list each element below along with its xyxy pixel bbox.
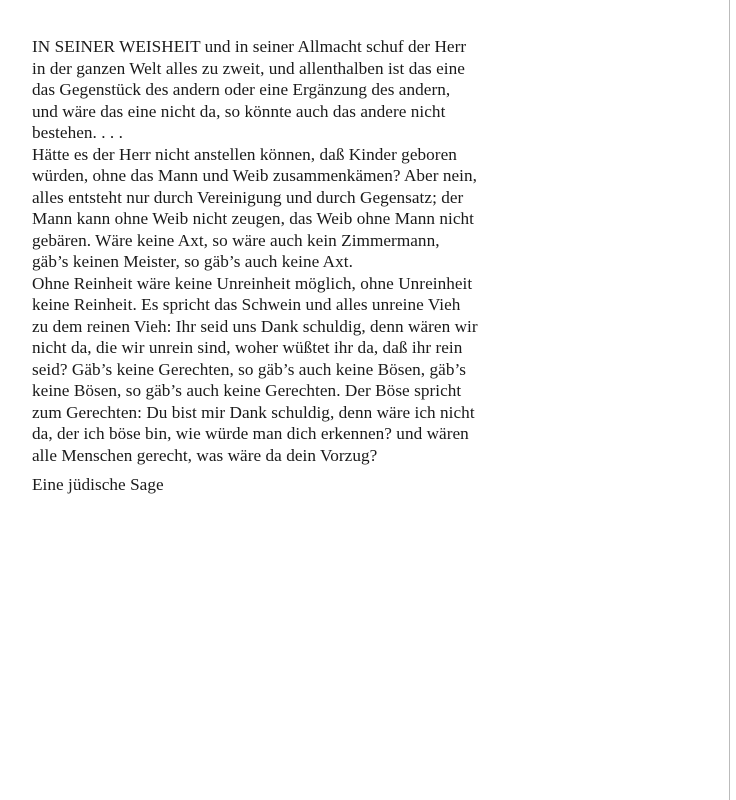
text-line: keine Reinheit. Es spricht das Schwein und alles unreine Vieh [32, 295, 461, 314]
text-line: gäb’s keinen Meister, so gäb’s auch keine Axt. [32, 252, 353, 271]
text-line: IN SEINER WEISHEIT und in seiner Allmacht schuf der Herr [32, 37, 467, 56]
text-line: da, der ich böse bin, wie würde man dich erkennen? und wären [32, 424, 469, 443]
text-line: nicht da, die wir unrein sind, woher wüßtet ihr da, daß ihr rein [32, 338, 463, 357]
text-line: und wäre das eine nicht da, so könnte auch das andere nicht [32, 101, 446, 121]
text-block [32, 36, 712, 496]
text-line: seid? Gäb’s keine Gerechten, so gäb’s auch keine Bösen, gäb’s [32, 359, 467, 379]
source-attribution: Eine jüdische Sage [32, 475, 164, 494]
scan-edge [729, 0, 730, 800]
text-line: würden, ohne das Mann und Weib zusammenkämen? Aber nein, [32, 166, 477, 185]
text-line: in der ganzen Welt alles zu zweit, und allenthalben ist das eine [32, 58, 465, 78]
text-line: das Gegenstück des andern oder eine Ergänzung des andern, [32, 80, 451, 99]
text-line: alles entsteht nur durch Vereinigung und durch Gegensatz; der [32, 187, 464, 207]
text-line: zum Gerechten: Du bist mir Dank schuldig, denn wäre ich nicht [32, 402, 475, 422]
text-line: keine Bösen, so gäb’s auch keine Gerechten. Der Böse spricht [32, 381, 462, 400]
text-line: Mann kann ohne Weib nicht zeugen, das Weib ohne Mann nicht [32, 209, 474, 228]
text-line: alle Menschen gerecht, was wäre da dein Vorzug? [32, 445, 378, 465]
text-line: Ohne Reinheit wäre keine Unreinheit möglich, ohne Unreinheit [32, 273, 473, 293]
text-line: gebären. Wäre keine Axt, so wäre auch kein Zimmermann, [32, 230, 440, 250]
text-line: Hätte es der Herr nicht anstellen können, daß Kinder geboren [32, 144, 457, 164]
text-line: bestehen. . . . [32, 123, 123, 142]
text-line: zu dem reinen Vieh: Ihr seid uns Dank schuldig, denn wären wir [32, 316, 478, 336]
